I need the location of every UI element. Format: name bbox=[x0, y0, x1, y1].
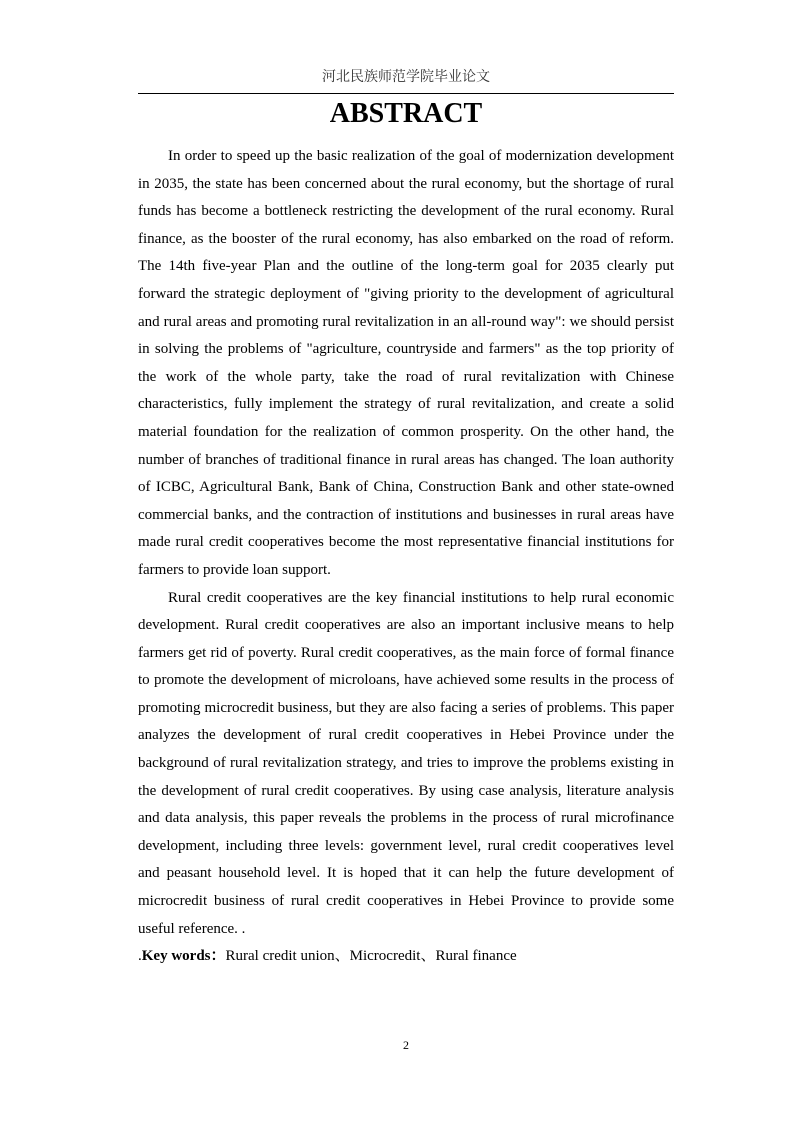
running-header: 河北民族师范学院毕业论文 bbox=[322, 69, 490, 85]
keywords-label: Key words： bbox=[141, 948, 226, 965]
keywords-prefix: . bbox=[138, 948, 142, 965]
keywords-line bbox=[138, 943, 674, 971]
abstract-paragraph-2: Rural credit cooperatives are the key financial institutions to help rural economic development. Rural credit cooperatives are also an important inclusive means to help farmers get rid of poverty. Rural credit cooperatives, as the main force of formal finance to promote the development of microloans, have achieved some results in the process of promoting microcredit business, but they are also facing a series of problems. This paper analyzes the development of rural credit cooperatives in Hebei Province under the background of rural revitalization strategy, and tries to improve the problems existing in the development of rural credit cooperatives. By using case analysis, literature analysis and data analysis, this paper reveals the problems in the process of rural microfinance development, including three levels: government level, rural credit cooperatives level and peasant household level. It is hoped that it can help the future development of microcredit business of rural credit cooperatives in Hebei Province to provide some useful reference. . bbox=[138, 589, 674, 937]
page-title: ABSTRACT bbox=[329, 98, 483, 129]
keywords-value: Rural credit union、Microcredit、Rural finance bbox=[225, 948, 517, 965]
abstract-paragraph-1: In order to speed up the basic realization of the goal of modernization development in 2035, the state has been concerned about the rural economy, but the shortage of rural funds has become a bottleneck restricting the development of the rural economy. Rural finance, as the booster of the rural economy, has also embarked on the road of reform. The 14th five-year Plan and the outline of the long-term goal for 2035 clearly put forward the strategic deployment of "giving priority to the development of agricultural and rural areas and promoting rural revitalization in an all-round way": we should persist in solving the problems of "agriculture, countryside and farmers" as the top priority of the work of the whole party, take the road of rural revitalization with Chinese characteristics, fully implement the strategy of rural revitalization, and create a solid material foundation for the realization of common prosperity. On the other hand, the number of branches of traditional finance in rural areas has changed. The loan authority of ICBC, Agricultural Bank, Bank of China, Construction Bank and other state-owned commercial banks, and the contraction of institutions and businesses in rural areas have made rural credit cooperatives become the most representative financial institutions for farmers to provide loan support. bbox=[138, 148, 674, 578]
page-number: 2 bbox=[403, 1038, 409, 1052]
abstract-body bbox=[138, 143, 674, 971]
